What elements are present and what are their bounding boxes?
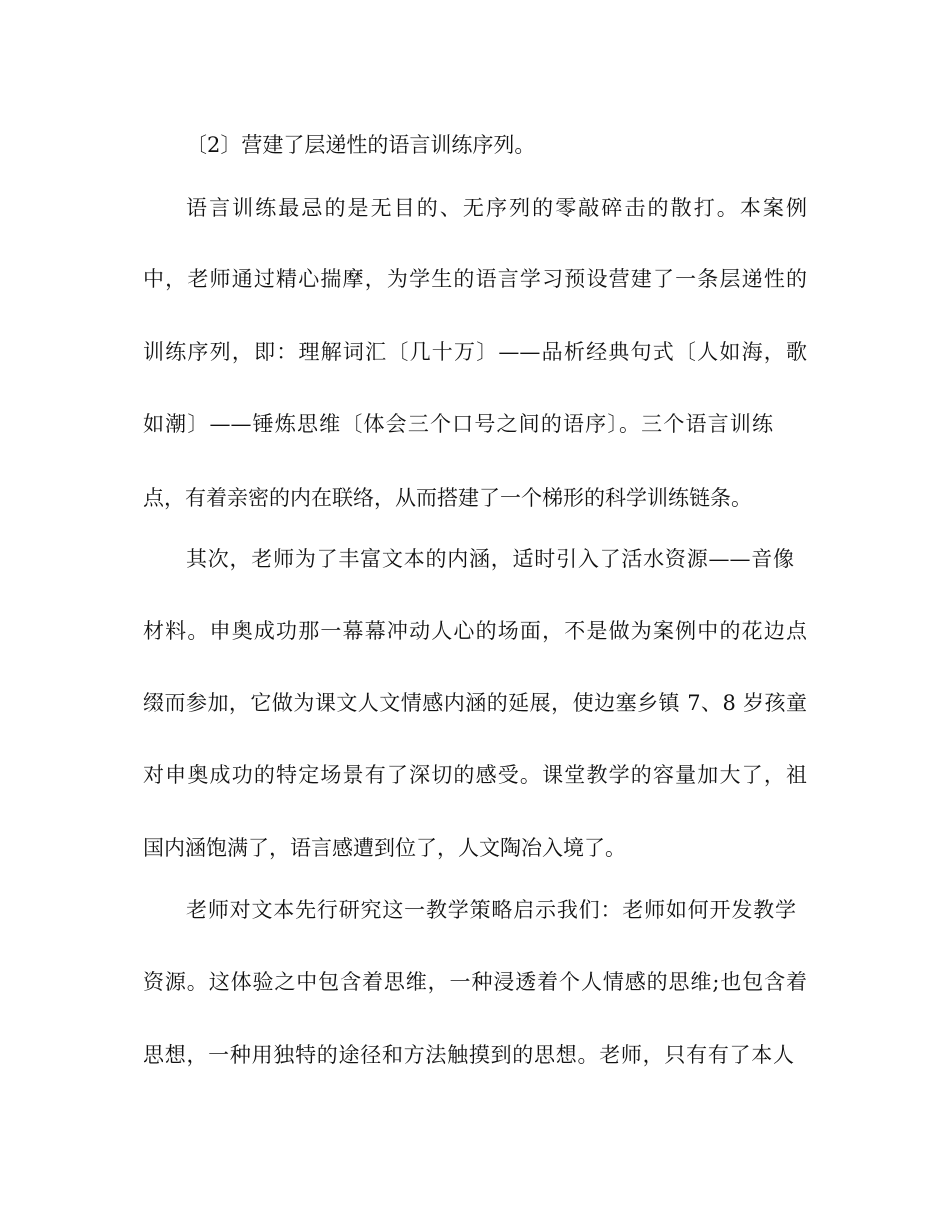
paragraph-line: 训练序列，即：理解词汇〔几十万〕——品析经典句式〔人如海，歌 — [143, 340, 807, 364]
paragraph-line: 点，有着亲密的内在联络，从而搭建了一个梯形的科学训练链条。 — [143, 486, 752, 510]
paragraph-line: 思想，一种用独特的途径和方法触摸到的思想。老师，只有有了本人 — [143, 1043, 794, 1067]
subheading-line: 〔2〕营建了层递性的语言训练序列。 — [186, 133, 536, 157]
paragraph-line: 中，老师通过精心揣摩，为学生的语言学习预设营建了一条层递性的 — [143, 267, 807, 291]
paragraph-line: 老师对文本先行研究这一教学策略启示我们：老师如何开发教学 — [186, 898, 796, 922]
paragraph-line: 材料。申奥成功那一幕幕冲动人心的场面，不是做为案例中的花边点 — [143, 619, 807, 643]
paragraph-line: 缀而参加，它做为课文人文情感内涵的延展，使边塞乡镇 7、8 岁孩童 — [143, 691, 807, 715]
paragraph-line: 其次，老师为了丰富文本的内涵，适时引入了活水资源——音像 — [186, 547, 794, 571]
paragraph-line: 对申奥成功的特定场景有了深切的感受。课堂教学的容量加大了，祖 — [143, 763, 807, 787]
paragraph-line: 资源。这体验之中包含着思维，一种浸透着个人情感的思维;也包含着 — [143, 970, 807, 994]
paragraph-line: 国内涵饱满了，语言感遭到位了，人文陶冶入境了。 — [143, 836, 626, 860]
paragraph-line: 如潮〕——锤炼思维〔体会三个口号之间的语序〕。三个语言训练 — [143, 412, 773, 436]
paragraph-line: 语言训练最忌的是无目的、无序列的零敲碎击的散打。本案例 — [186, 196, 807, 220]
